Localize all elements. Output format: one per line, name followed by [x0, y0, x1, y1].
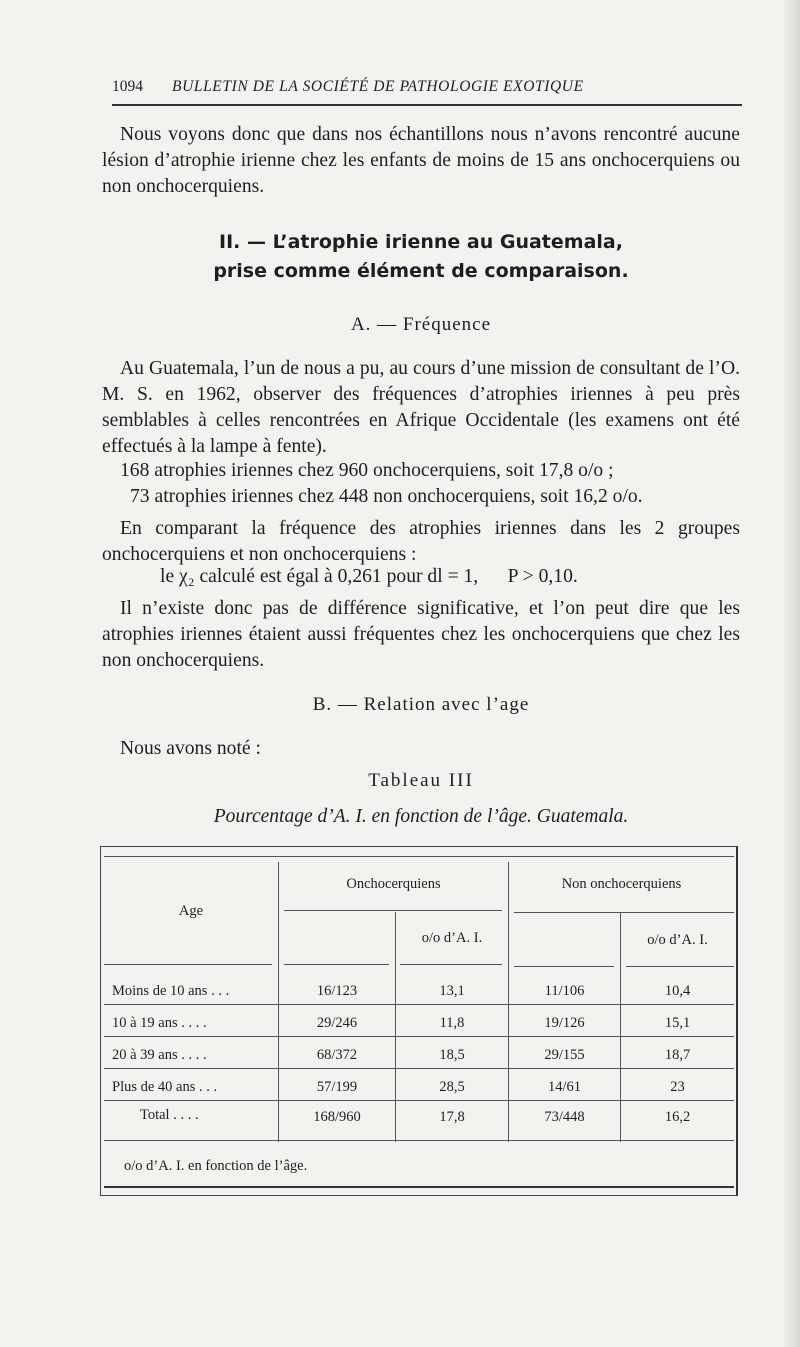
- row-oncho: 57/199: [316, 1079, 358, 1095]
- row-rule-2: [104, 1036, 734, 1037]
- row-oncho: 168/960: [313, 1109, 361, 1125]
- paragraph-guatemala: Au Guatemala, l’un de nous a pu, au cours d’une mission de consultant de l’O. M. S. en 1962, observer des fréquences d’atrophies iriennes à peu près semblables à celles rencontrées en Afrique Occidentale (les examens ont été effectués à la lampe à fente).: [102, 358, 740, 457]
- subsection-frequency: A. — Fréquence: [350, 314, 492, 335]
- stat-line-oncho: 168 atrophies iriennes chez 960 onchocerquiens, soit 17,8 o/o ;: [120, 460, 614, 481]
- table-title: Tableau III: [368, 770, 474, 791]
- page-edge-shadow: [782, 0, 800, 1347]
- paragraph-no-difference: Il n’existe donc pas de différence significative, et l’on peut dire que les atrophies iriennes étaient aussi fréquentes chez les onchocerquiens que chez les non onchocerquiens.: [102, 598, 740, 671]
- subsection-age: B. — Relation avec l’age: [312, 694, 530, 715]
- col-header-non-oncho: Non onchocerquiens: [561, 876, 682, 892]
- table-inner-top-rule: [104, 856, 734, 857]
- row-oncho: 16/123: [316, 983, 358, 999]
- row-age: 20 à 39 ans . . . .: [112, 1047, 207, 1063]
- row-rule-5: [104, 1140, 734, 1141]
- header-bottom-rule-c4: [626, 966, 734, 967]
- header-bottom-rule-c3: [514, 966, 614, 967]
- row-non: 29/155: [544, 1047, 585, 1063]
- row-oncho-pct: 18,5: [439, 1047, 465, 1063]
- col-header-oncho: Onchocerquiens: [346, 876, 441, 892]
- paragraph-conclusion-africa: Nous voyons donc que dans nos échantillons nous n’avons rencontré aucune lésion d’atrophie irienne chez les enfants de moins de 15 ans onchocerquiens ou non onchocerquiens.: [102, 124, 740, 197]
- row-non: 14/61: [547, 1079, 582, 1095]
- col-header-age: Age: [178, 903, 204, 919]
- row-non-pct: 18,7: [664, 1047, 691, 1063]
- header-rule: [112, 104, 742, 106]
- header-bottom-rule-c2: [400, 964, 502, 965]
- row-oncho-pct: 28,5: [439, 1079, 465, 1095]
- row-age: Total . . . .: [140, 1107, 199, 1123]
- chi-square-line: le χ₂ calculé est égal à 0,261 pour dl = 1, P > 0,10.: [160, 566, 578, 587]
- row-non: 19/126: [544, 1015, 585, 1031]
- header-bottom-rule-age: [104, 964, 272, 965]
- header-bottom-rule-c1: [284, 964, 389, 965]
- noted-line: Nous avons noté :: [120, 738, 261, 759]
- row-non-pct: 23: [670, 1079, 685, 1095]
- table-bottom-rule: [104, 1186, 734, 1188]
- stat-line-non-oncho: 73 atrophies iriennes chez 448 non onchocerquiens, soit 16,2 o/o.: [130, 486, 643, 507]
- journal-title: BULLETIN DE LA SOCIÉTÉ DE PATHOLOGIE EXOTIQUE: [172, 78, 584, 95]
- page-number: 1094: [112, 78, 143, 95]
- row-oncho-pct: 13,1: [439, 983, 465, 999]
- row-rule-4: [104, 1100, 734, 1101]
- table-caption: Pourcentage d’A. I. en fonction de l’âge. Guatemala.: [213, 806, 629, 827]
- paragraph-comparison: En comparant la fréquence des atrophies iriennes dans les 2 groupes onchocerquiens et non onchocerquiens :: [102, 518, 740, 565]
- row-age: 10 à 19 ans . . . .: [112, 1015, 207, 1031]
- row-non: 11/106: [544, 983, 585, 999]
- row-age: Plus de 40 ans . . .: [112, 1079, 218, 1095]
- col-header-non-pct: o/o d’A. I.: [647, 932, 708, 948]
- section-heading: [102, 228, 740, 286]
- table-footnote: o/o d’A. I. en fonction de l’âge.: [124, 1158, 308, 1174]
- row-non-pct: 15,1: [664, 1015, 691, 1031]
- row-non: 73/448: [544, 1109, 585, 1125]
- row-rule-1: [104, 1004, 734, 1005]
- row-oncho: 68/372: [316, 1047, 358, 1063]
- row-oncho: 29/246: [316, 1015, 358, 1031]
- section-heading-line2: prise comme élément de comparaison.: [213, 260, 629, 282]
- running-header: [112, 76, 742, 102]
- section-heading-line1: II. — L’atrophie irienne au Guatemala,: [219, 231, 623, 253]
- row-age: Moins de 10 ans . . .: [112, 983, 230, 999]
- row-oncho-pct: 17,8: [439, 1109, 465, 1125]
- header-subrule-right: [514, 912, 734, 913]
- row-non-pct: 10,4: [664, 983, 691, 999]
- row-non-pct: 16,2: [664, 1109, 691, 1125]
- col-header-oncho-pct: o/o d’A. I.: [421, 930, 483, 946]
- header-subrule-left: [284, 910, 502, 911]
- row-rule-3: [104, 1068, 734, 1069]
- row-oncho-pct: 11,8: [439, 1015, 465, 1031]
